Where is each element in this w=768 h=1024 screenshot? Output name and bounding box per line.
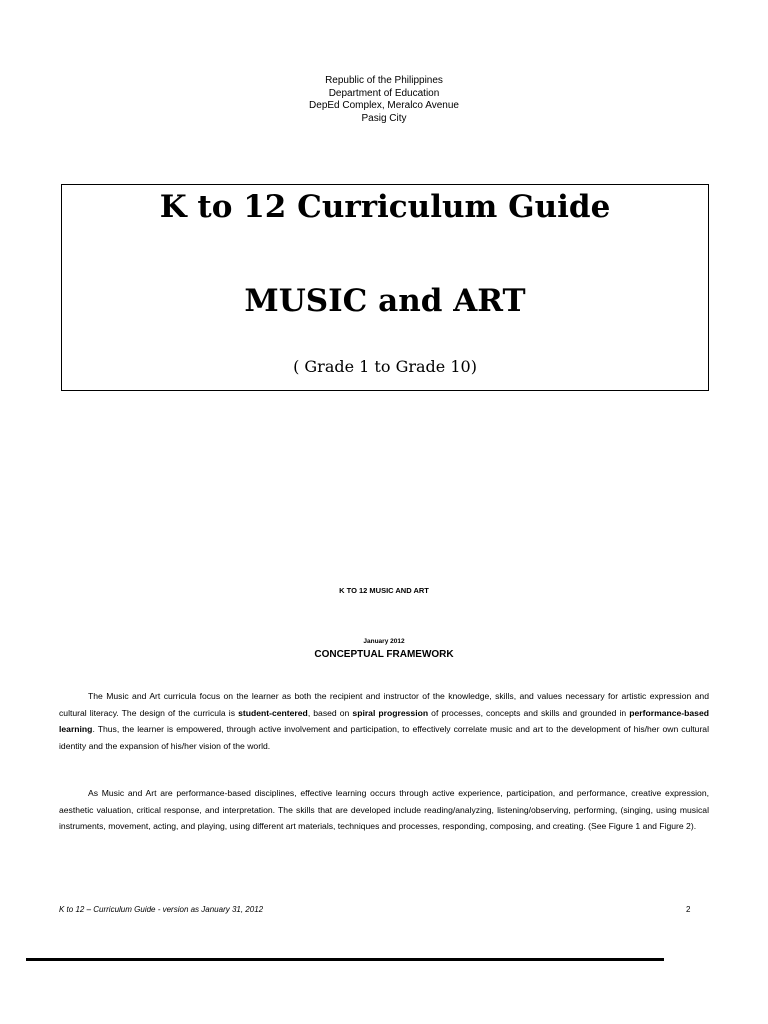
para1-text-2: , based on bbox=[307, 707, 353, 718]
subject-title: MUSIC and ART bbox=[244, 283, 526, 319]
para1-text-3: of processes, concepts and skills and grounded in bbox=[428, 707, 630, 718]
framework-heading: CONCEPTUAL FRAMEWORK bbox=[314, 649, 454, 660]
title-box bbox=[61, 184, 709, 391]
para1-bold-student-centered: student-centered bbox=[238, 707, 308, 718]
header-department: Department of Education bbox=[328, 87, 440, 99]
header-address: DepEd Complex, Meralco Avenue bbox=[309, 100, 459, 112]
header-republic: Republic of the Philippines bbox=[325, 75, 443, 86]
header-city: Pasig City bbox=[361, 112, 407, 124]
para1-bold-spiral-progression: spiral progression bbox=[352, 707, 429, 718]
para1-text-4: . Thus, the learner is empowered, through active involvement and participation, to effectively correlate music and art to the development of his/her own cultural identity and the expansion of his/her vision of the world. bbox=[59, 724, 709, 751]
footer-rule bbox=[26, 958, 664, 961]
document-date: January 2012 bbox=[363, 638, 405, 645]
para1-text-1: The Music and Art curricula focus on the learner as both the recipient and instructor of the knowledge, skills, and values necessary for artistic expression and cultural literacy. The design of the curricula is bbox=[59, 691, 709, 718]
framework-paragraph-1 bbox=[59, 688, 709, 754]
para1-bold-performance-based: performance-based learning bbox=[59, 707, 709, 735]
grade-range: ( Grade 1 to Grade 10) bbox=[293, 357, 477, 376]
page-number: 2 bbox=[686, 905, 691, 914]
document-header bbox=[0, 75, 768, 125]
footer-version-note: K to 12 – Curriculum Guide - version as January 31, 2012 bbox=[59, 905, 264, 914]
document-title: K to 12 Curriculum Guide bbox=[159, 189, 611, 225]
framework-paragraph-2: As Music and Art are performance-based disciplines, effective learning occurs through active experience, participation, and performance, creative expression, aesthetic valuation, critical response, and interpretation. The skills that are developed include reading/analyzing, listening/observing, performing, (singing, using musical instruments, movement, acting, and playing, using different art materials, techniques and processes, responding, composing, and creating. (See Figure 1 and Figure 2). bbox=[59, 788, 709, 832]
section-heading: K TO 12 MUSIC AND ART bbox=[339, 586, 429, 595]
